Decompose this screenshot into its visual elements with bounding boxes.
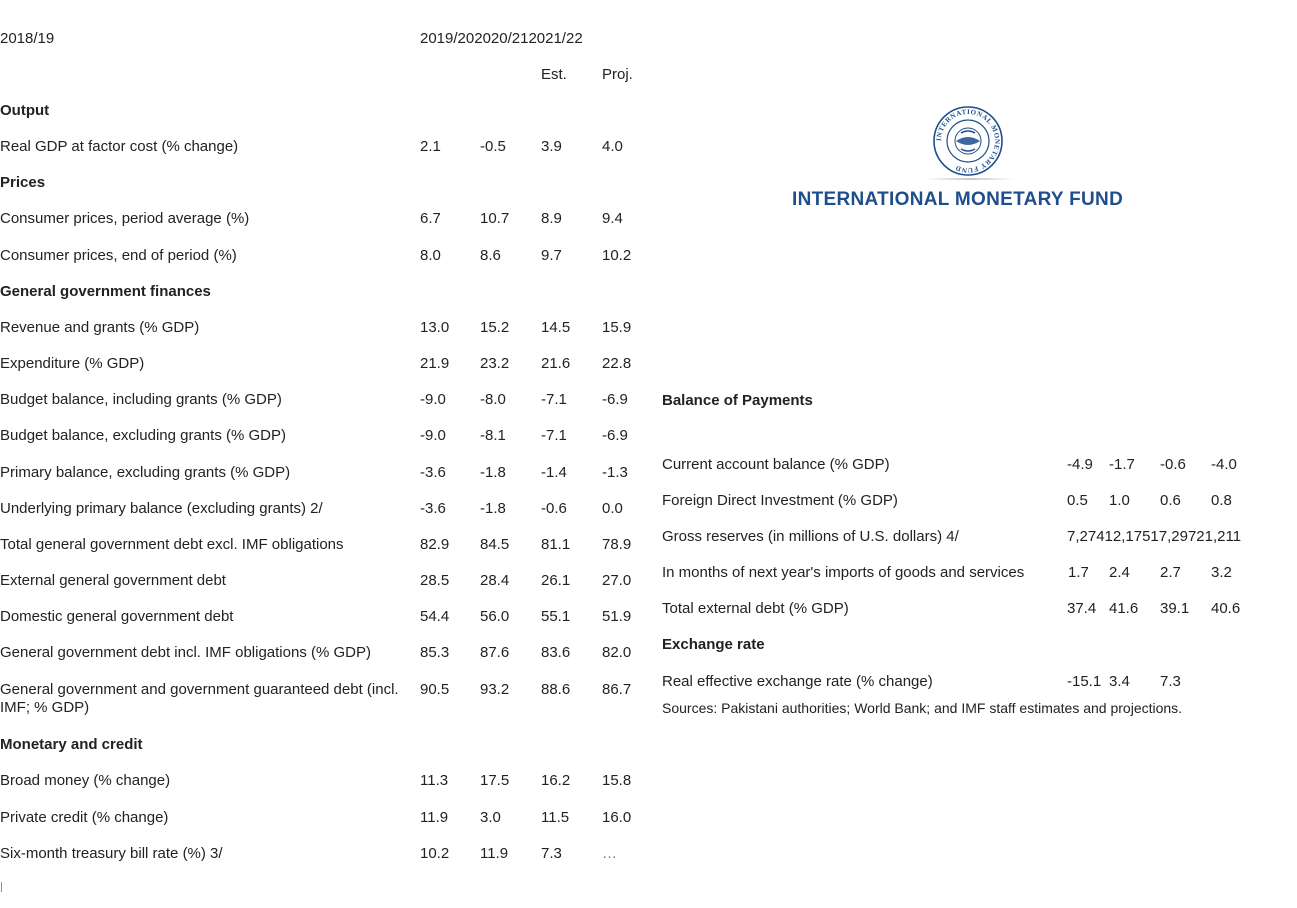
section-government-finances: General government finances bbox=[0, 283, 211, 300]
table-cell: 26.1 bbox=[541, 572, 571, 589]
table-cell: 54.4 bbox=[420, 608, 450, 625]
table-cell: 27.0 bbox=[602, 572, 632, 589]
table-cell: -3.6 bbox=[420, 464, 446, 481]
table-cell: 10.7 bbox=[480, 210, 510, 227]
table-cell: 87.6 bbox=[480, 644, 510, 661]
section-monetary-credit: Monetary and credit bbox=[0, 736, 143, 753]
table-cell: 9.4 bbox=[602, 210, 623, 227]
year-header-2018-19: 2018/19 bbox=[0, 30, 55, 47]
table-cell: -6.9 bbox=[602, 391, 628, 408]
table-cell: -1.8 bbox=[480, 500, 506, 517]
table-cell: 6.7 bbox=[420, 210, 441, 227]
table-cell: -6.9 bbox=[602, 427, 628, 444]
table-cell: 8.0 bbox=[420, 247, 441, 264]
table-row-label: Foreign Direct Investment (% GDP) bbox=[662, 492, 898, 509]
table-cell: 8.9 bbox=[541, 210, 562, 227]
proj-subheader: Proj. bbox=[602, 66, 633, 83]
table-cell: 85.3 bbox=[420, 644, 450, 661]
table-cell: -4.9 bbox=[1067, 456, 1093, 473]
table-row-label: Total external debt (% GDP) bbox=[662, 600, 849, 617]
table-cell: 3.0 bbox=[480, 809, 501, 826]
table-cell: 39.1 bbox=[1160, 600, 1190, 617]
table-cell: 0.5 bbox=[1067, 492, 1088, 509]
table-row-label: Current account balance (% GDP) bbox=[662, 456, 890, 473]
table-cell: -1.8 bbox=[480, 464, 506, 481]
table-row-label: General government debt incl. IMF obligations (% GDP) bbox=[0, 644, 371, 661]
table-cell: -1.3 bbox=[602, 464, 628, 481]
section-prices: Prices bbox=[0, 174, 46, 191]
table-cell: … bbox=[602, 845, 617, 862]
table-cell: -8.1 bbox=[480, 427, 506, 444]
table-cell: -9.0 bbox=[420, 391, 446, 408]
table-row-label: Revenue and grants (% GDP) bbox=[0, 319, 200, 336]
table-cell: 82.9 bbox=[420, 536, 450, 553]
table-cell: 13.0 bbox=[420, 319, 450, 336]
table-row-label: Total general government debt excl. IMF obligations bbox=[0, 536, 344, 553]
table-cell: 1.0 bbox=[1109, 492, 1130, 509]
table-cell: -4.0 bbox=[1211, 456, 1237, 473]
table-cell: 0.0 bbox=[602, 500, 623, 517]
table-cell: -0.6 bbox=[1160, 456, 1186, 473]
table-cell: 3.4 bbox=[1109, 673, 1130, 690]
table-row-label: Budget balance, including grants (% GDP) bbox=[0, 391, 282, 408]
table-cell: 17.5 bbox=[480, 772, 510, 789]
table-cell: 7.3 bbox=[541, 845, 562, 862]
table-cell: 4.0 bbox=[602, 138, 623, 155]
table-cell: 11.9 bbox=[420, 809, 449, 826]
table-cell: -1.4 bbox=[541, 464, 567, 481]
sources-note: Sources: Pakistani authorities; World Bank; and IMF staff estimates and projections. bbox=[662, 700, 1183, 716]
table-cell: 11.9 bbox=[480, 845, 509, 862]
est-subheader: Est. bbox=[541, 66, 567, 83]
section-exchange-rate: Exchange rate bbox=[662, 636, 765, 653]
table-row-label: Broad money (% change) bbox=[0, 772, 171, 789]
table-cell: 93.2 bbox=[480, 681, 510, 698]
table-cell: 10.2 bbox=[420, 845, 450, 862]
table-cell: -3.6 bbox=[420, 500, 446, 517]
table-cell: 0.8 bbox=[1211, 492, 1232, 509]
table-row-label: Expenditure (% GDP) bbox=[0, 355, 145, 372]
svg-text:INTERNATIONAL MONETARY FUND: INTERNATIONAL MONETARY FUND bbox=[934, 107, 1002, 175]
table-cell: 7.3 bbox=[1160, 673, 1181, 690]
table-cell: 84.5 bbox=[480, 536, 510, 553]
table-row-label: Primary balance, excluding grants (% GDP) bbox=[0, 464, 291, 481]
table-cell: 41.6 bbox=[1109, 600, 1139, 617]
table-cell: 16.2 bbox=[541, 772, 571, 789]
table-cell: 82.0 bbox=[602, 644, 632, 661]
table-cell: -7.1 bbox=[541, 427, 567, 444]
table-cell: 86.7 bbox=[602, 681, 632, 698]
table-cell: 90.5 bbox=[420, 681, 450, 698]
table-cell: -15.1 bbox=[1067, 673, 1102, 690]
table-cell: -7.1 bbox=[541, 391, 567, 408]
table-cell: 56.0 bbox=[480, 608, 510, 625]
table-cell: 2.7 bbox=[1160, 564, 1181, 581]
table-cell: 28.4 bbox=[480, 572, 510, 589]
table-cell: 51.9 bbox=[602, 608, 632, 625]
table-cell: 11.3 bbox=[420, 772, 449, 789]
table-row-label: Private credit (% change) bbox=[0, 809, 169, 826]
table-row-label: Consumer prices, end of period (%) bbox=[0, 247, 237, 264]
table-cell: 15.9 bbox=[602, 319, 632, 336]
table-row-label: General government and government guaranteed debt (incl. IMF; % GDP) bbox=[0, 681, 399, 716]
table-cell: -0.6 bbox=[541, 500, 567, 517]
logo-divider bbox=[925, 178, 1015, 180]
table-cell: 14.5 bbox=[541, 319, 571, 336]
table-cell: 8.6 bbox=[480, 247, 501, 264]
table-cell: -8.0 bbox=[480, 391, 506, 408]
table-row-label: Domestic general government debt bbox=[0, 608, 234, 625]
table-cell: 2.4 bbox=[1109, 564, 1130, 581]
table-cell: -1.7 bbox=[1109, 456, 1135, 473]
table-cell: 3.9 bbox=[541, 138, 562, 155]
table-cell: 78.9 bbox=[602, 536, 632, 553]
table-row-label: Budget balance, excluding grants (% GDP) bbox=[0, 427, 286, 444]
table-cell: 40.6 bbox=[1211, 600, 1241, 617]
table-cell: -0.5 bbox=[480, 138, 506, 155]
table-row-label: Gross reserves (in millions of U.S. dollars) 4/ bbox=[662, 528, 959, 545]
table-row-label: Consumer prices, period average (%) bbox=[0, 210, 250, 227]
table-cell: 9.7 bbox=[541, 247, 562, 264]
year-header-later: 2019/202020/212021/22 bbox=[420, 30, 583, 47]
table-cell: 15.8 bbox=[602, 772, 632, 789]
table-cell: 0.6 bbox=[1160, 492, 1181, 509]
table-cell: 21.6 bbox=[541, 355, 571, 372]
table-cell: -9.0 bbox=[420, 427, 446, 444]
table-cell: 81.1 bbox=[541, 536, 571, 553]
table-cell: 28.5 bbox=[420, 572, 450, 589]
table-cell: 10.2 bbox=[602, 247, 632, 264]
table-row-label: Real GDP at factor cost (% change) bbox=[0, 138, 239, 155]
table-cell: 1.7 bbox=[1068, 564, 1089, 581]
table-row-label: Underlying primary balance (excluding grants) 2/ bbox=[0, 500, 323, 517]
table-cell: 22.8 bbox=[602, 355, 632, 372]
table-cell: 55.1 bbox=[541, 608, 571, 625]
table-cell: 37.4 bbox=[1067, 600, 1097, 617]
table-cell: 7,27412,17517,29721,211 bbox=[1067, 528, 1242, 545]
table-cell: 21.9 bbox=[420, 355, 450, 372]
imf-seal-icon bbox=[930, 103, 1006, 179]
table-cell: 11.5 bbox=[541, 809, 570, 826]
table-row-label: External general government debt bbox=[0, 572, 226, 589]
table-cell: 15.2 bbox=[480, 319, 510, 336]
section-output: Output bbox=[0, 102, 50, 119]
table-row-label: Real effective exchange rate (% change) bbox=[662, 673, 933, 690]
table-cell: 83.6 bbox=[541, 644, 571, 661]
table-row-label: Six-month treasury bill rate (%) 3/ bbox=[0, 845, 223, 862]
text-cursor-mark bbox=[1, 882, 2, 892]
table-cell: 2.1 bbox=[420, 138, 441, 155]
section-balance-of-payments: Balance of Payments bbox=[662, 392, 813, 409]
table-cell: 3.2 bbox=[1211, 564, 1232, 581]
table-cell: 88.6 bbox=[541, 681, 571, 698]
table-cell: 16.0 bbox=[602, 809, 632, 826]
table-row-label: In months of next year's imports of goods and services bbox=[662, 564, 1025, 581]
imf-wordmark: INTERNATIONAL MONETARY FUND bbox=[792, 189, 1124, 210]
table-cell: 23.2 bbox=[480, 355, 510, 372]
